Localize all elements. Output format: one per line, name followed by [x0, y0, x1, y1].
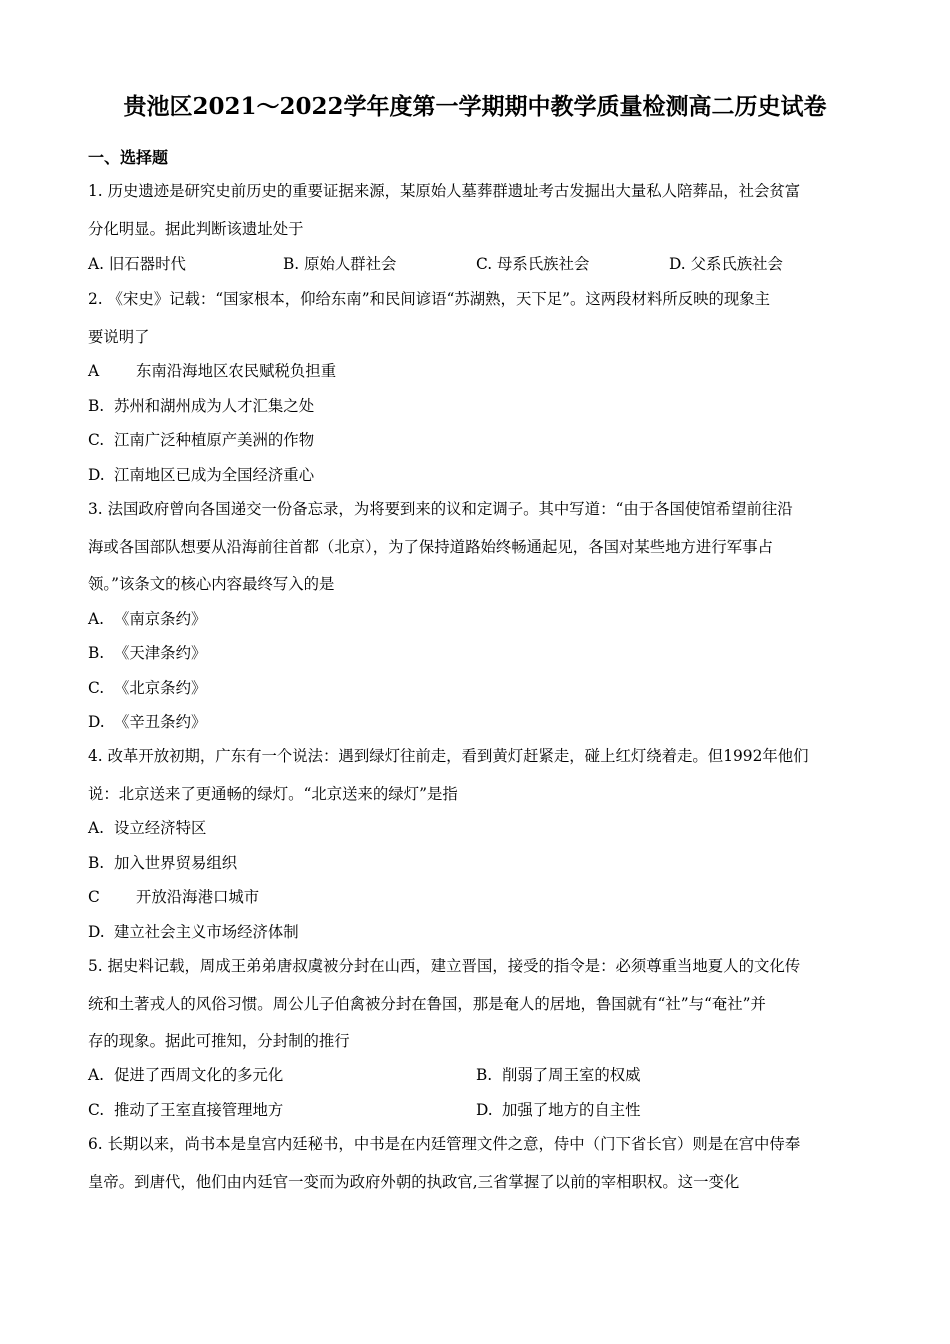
option-text: 江南广泛种植原产美洲的作物 [114, 431, 315, 449]
question-3-line-1: 3. 法国政府曾向各国递交一份备忘录，为将要到来的议和定调子。其中写道：“由于各国使馆希望前往沿 [88, 500, 793, 518]
option-letter: C. [88, 1101, 105, 1119]
question-4-option-a [88, 817, 206, 839]
option-letter: C. [88, 431, 105, 449]
option-letter: B. [88, 397, 105, 415]
option-text: 《南京条约》 [114, 610, 207, 628]
option-text: 促进了西周文化的多元化 [114, 1066, 284, 1084]
option-letter: C [88, 888, 100, 906]
question-3-option-b [88, 642, 206, 664]
question-5-line-3: 存的现象。据此可推知，分封制的推行 [88, 1032, 350, 1050]
question-2-option-a [88, 360, 336, 382]
option-letter: B. [476, 1066, 493, 1084]
option-letter: A [88, 362, 100, 380]
question-2-option-b [88, 395, 314, 417]
question-4-option-d [88, 921, 299, 943]
option-text: 削弱了周王室的权威 [502, 1066, 641, 1084]
question-1-option-c: C. 母系氏族社会 [476, 255, 590, 273]
option-letter: D. [88, 923, 105, 941]
option-text: 《北京条约》 [114, 679, 207, 697]
option-letter: C. [88, 679, 105, 697]
question-5-option-d [476, 1099, 641, 1121]
option-text: 《天津条约》 [114, 644, 207, 662]
question-6-line-1: 6. 长期以来，尚书本是皇宫内廷秘书，中书是在内廷管理文件之意，侍中（门下省长官）则是在宫中侍奉 [88, 1135, 801, 1153]
option-letter: D. [88, 466, 105, 484]
question-1-line-1: 1. 历史遗迹是研究史前历史的重要证据来源，某原始人墓葬群遗址考古发掘出大量私人陪葬品，社会贫富 [88, 182, 801, 200]
question-2-option-d [88, 464, 314, 486]
question-5-option-c [88, 1099, 283, 1121]
option-text: 开放沿海港口城市 [136, 888, 260, 906]
question-5-option-b [476, 1064, 641, 1086]
question-1-option-b: B. 原始人群社会 [283, 255, 397, 273]
option-text: 苏州和湖州成为人才汇集之处 [114, 397, 315, 415]
question-4-option-b [88, 852, 237, 874]
question-6-line-2: 皇帝。到唐代，他们由内廷官一变而为政府外朝的执政官,三省掌握了以前的宰相职权。这一变化 [88, 1173, 740, 1191]
question-3-line-3: 领。”该条文的核心内容最终写入的是 [88, 575, 335, 593]
page-title: 贵池区2021～2022学年度第一学期期中教学质量检测高二历史试卷 [123, 93, 827, 120]
question-2-option-c [88, 429, 314, 451]
question-2-line-1: 2. 《宋史》记载：“国家根本，仰给东南”和民间谚语“苏湖熟，天下足”。这两段材料所反映的现象主 [88, 290, 771, 308]
question-5-option-a [88, 1064, 283, 1086]
option-text: 加入世界贸易组织 [114, 854, 238, 872]
option-text: 《辛丑条约》 [114, 713, 207, 731]
option-text: 建立社会主义市场经济体制 [114, 923, 299, 941]
option-letter: B. [88, 644, 105, 662]
option-text: 加强了地方的自主性 [502, 1101, 641, 1119]
option-letter: D. [88, 713, 105, 731]
option-letter: A. [88, 610, 105, 628]
question-1-line-2: 分化明显。据此判断该遗址处于 [88, 220, 304, 238]
question-4-line-2: 说：北京送来了更通畅的绿灯。“北京送来的绿灯”是指 [88, 785, 458, 803]
question-5-line-2: 统和土著戎人的风俗习惯。周公儿子伯禽被分封在鲁国，那是奄人的居地，鲁国就有“社”与“奄社”并 [88, 995, 766, 1013]
option-letter: B. [88, 854, 105, 872]
question-3-option-d [88, 711, 206, 733]
question-3-line-2: 海或各国部队想要从沿海前往首都（北京），为了保持道路始终畅通起见，各国对某些地方进行军事占 [88, 538, 773, 556]
question-5-line-1: 5. 据史料记载，周成王弟弟唐叔虞被分封在山西，建立晋国，接受的指令是：必须尊重当地夏人的文化传 [88, 957, 801, 975]
option-text: 推动了王室直接管理地方 [114, 1101, 284, 1119]
option-letter: A. [88, 1066, 105, 1084]
question-1-option-d: D. 父系氏族社会 [669, 255, 783, 273]
option-letter: D. [476, 1101, 493, 1119]
question-3-option-a [88, 608, 206, 630]
option-letter: A. [88, 819, 105, 837]
question-4-line-1: 4. 改革开放初期，广东有一个说法：遇到绿灯往前走，看到黄灯赶紧走，碰上红灯绕着走。但1992年他们 [88, 747, 809, 765]
option-text: 江南地区已成为全国经济重心 [114, 466, 315, 484]
question-1-option-a: A. 旧石器时代 [88, 255, 186, 273]
section-heading: 一、选择题 [88, 148, 169, 167]
question-2-line-2: 要说明了 [88, 328, 150, 346]
option-text: 设立经济特区 [114, 819, 207, 837]
question-3-option-c [88, 677, 206, 699]
question-4-option-c [88, 886, 259, 908]
option-text: 东南沿海地区农民赋税负担重 [136, 362, 337, 380]
